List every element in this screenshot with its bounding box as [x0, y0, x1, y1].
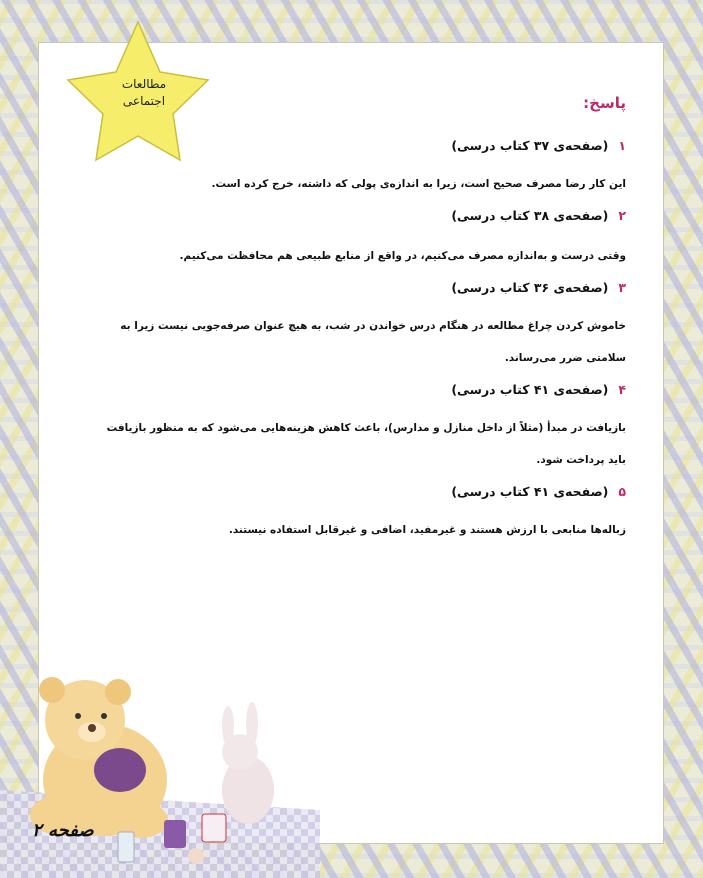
question-number: ۲ — [618, 208, 626, 223]
question-2-ref — [451, 208, 626, 223]
teddy-bear-illustration — [0, 640, 320, 878]
purple-cup — [164, 820, 186, 848]
question-1-ref — [451, 138, 626, 153]
question-number: ۳ — [618, 280, 626, 295]
question-number: ۱ — [618, 138, 626, 153]
page-number: صفحه ۲ — [32, 820, 94, 841]
white-mug — [202, 814, 226, 842]
answer-5: زباله‌ها منابعی با ارزش هستند و غیرمفید، اضافی و غیرقابل استفاده نیستند. — [228, 524, 626, 536]
star-label-line1: مطالعات — [121, 77, 167, 91]
question-4-ref — [451, 382, 626, 397]
question-ref: (صفحه‌ی ۳۸ کتاب درسی) — [451, 208, 609, 223]
question-3-ref — [451, 280, 626, 295]
answer-1: این کار رضا مصرف صحیح است، زیرا به اندازه‌ی پولی که داشته، خرج کرده است. — [211, 178, 626, 190]
glass — [118, 832, 134, 862]
answers-heading: پاسخ: — [583, 94, 626, 112]
answer-4: بازیافت در مبدأ (مثلاً از داخل منازل و مدارس)، باعث کاهش هزینه‌هایی می‌شود که به منظور بازیافت باید پرداخت شود. — [106, 422, 626, 466]
question-number: ۴ — [618, 382, 626, 397]
answer-3: خاموش کردن چراغ مطالعه در هنگام درس خواندن در شب، به هیچ عنوان صرفه‌جویی نیست زیرا به سلامتی ضرر می‌رساند. — [120, 320, 626, 364]
question-ref: (صفحه‌ی ۳۷ کتاب درسی) — [451, 138, 609, 153]
question-ref: (صفحه‌ی ۴۱ کتاب درسی) — [451, 484, 609, 499]
cookie — [188, 848, 204, 864]
question-ref: (صفحه‌ی ۳۶ کتاب درسی) — [451, 280, 609, 295]
question-ref: (صفحه‌ی ۴۱ کتاب درسی) — [451, 382, 609, 397]
question-number: ۵ — [618, 484, 626, 499]
answers-section — [78, 94, 626, 554]
star-label-line2: اجتماعی — [122, 94, 166, 108]
answer-2: وقتی درست و به‌اندازه مصرف می‌کنیم، در واقع از منابع طبیعی هم محافظت می‌کنیم. — [179, 250, 626, 262]
jar — [94, 748, 146, 792]
question-5-ref — [451, 484, 626, 499]
